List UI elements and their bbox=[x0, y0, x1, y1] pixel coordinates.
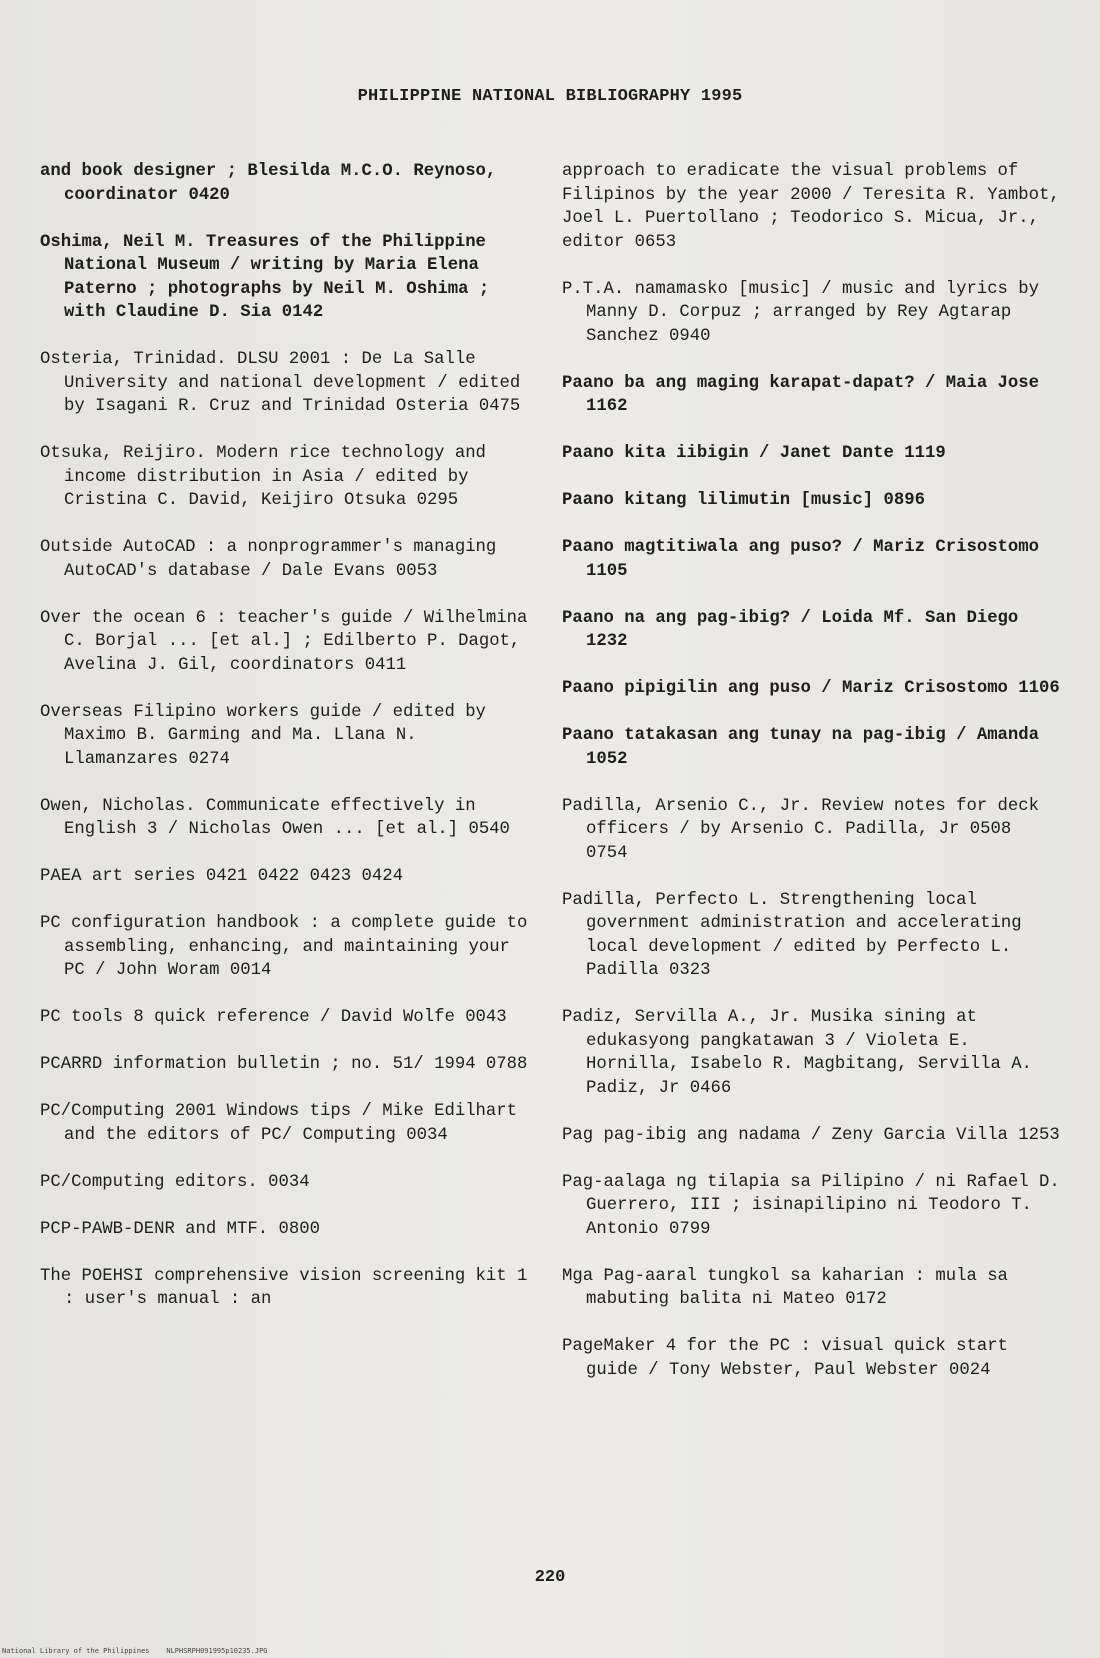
bibliography-entry: Paano magtitiwala ang puso? / Mariz Crisostomo 1105 bbox=[562, 538, 1040, 581]
bibliography-entry: Pag-aalaga ng tilapia sa Pilipino / ni Rafael D. Guerrero, III ; isinapilipino ni Teodoro T. Antonio 0799 bbox=[562, 1172, 1060, 1239]
bibliography-entry: PCARRD information bulletin ; no. 51/ 1994 0788 bbox=[40, 1055, 528, 1074]
bibliography-entry: PC/Computing editors. 0034 bbox=[40, 1172, 310, 1192]
bibliography-entry: Paano tatakasan ang tunay na pag-ibig / Amanda 1052 bbox=[562, 726, 1040, 769]
left-column bbox=[40, 160, 535, 1335]
bibliography-entry: Padilla, Arsenio C., Jr. Review notes for deck officers / by Arsenio C. Padilla, Jr 0508 0754 bbox=[562, 796, 1040, 863]
scan-footer: National Library of the Philippines NLPHSRPH091995p10235.JPG bbox=[2, 1647, 268, 1655]
bibliography-entry: Mga Pag-aaral tungkol sa kaharian : mula sa mabuting balita ni Mateo 0172 bbox=[562, 1266, 1008, 1309]
bibliography-entry: Paano pipigilin ang puso / Mariz Crisostomo 1106 bbox=[562, 679, 1060, 698]
bibliography-entry: Paano kita iibigin / Janet Dante 1119 bbox=[562, 444, 946, 463]
bibliography-entry: PageMaker 4 for the PC : visual quick start guide / Tony Webster, Paul Webster 0024 bbox=[562, 1337, 1008, 1380]
bibliography-entry: PC/Computing 2001 Windows tips / Mike Edilhart and the editors of PC/ Computing 0034 bbox=[40, 1102, 518, 1145]
page-number: 220 bbox=[534, 1568, 566, 1587]
bibliography-entry: Paano ba ang maging karapat-dapat? / Maia Jose 1162 bbox=[562, 373, 1040, 416]
bibliography-entry: Otsuka, Reijiro. Modern rice technology and income distribution in Asia / edited by Cristina C. David, Keijiro Otsuka 0295 bbox=[40, 444, 486, 510]
bibliography-entry: Paano na ang pag-ibig? / Loida Mf. San Diego 1232 bbox=[562, 608, 1019, 651]
bibliography-entry: Padilla, Perfecto L. Strengthening local government administration and accelerating local development / edited by Perfecto L. Padilla 0323 bbox=[562, 890, 1022, 980]
bibliography-entry: PC tools 8 quick reference / David Wolfe 0043 bbox=[40, 1008, 507, 1027]
bibliography-entry: Paano kitang lilimutin [music] 0896 bbox=[562, 491, 925, 510]
page-header: PHILIPPINE NATIONAL BIBLIOGRAPHY 1995 bbox=[357, 87, 743, 106]
bibliography-entry: Padiz, Servilla A., Jr. Musika sining at edukasyong pangkatawan 3 / Violeta E. Hornilla, Isabelo R. Magbitang, Servilla A. Padiz, Jr 0466 bbox=[562, 1008, 1032, 1098]
bibliography-entry: P.T.A. namamasko [music] / music and lyrics by Manny D. Corpuz ; arranged by Rey Agtarap Sanchez 0940 bbox=[562, 279, 1040, 346]
bibliography-entry: Osteria, Trinidad. DLSU 2001 : De La Salle University and national development / edited by Isagani R. Cruz and Trinidad Osteria 0475 bbox=[40, 350, 521, 416]
bibliography-entry: Over the ocean 6 : teacher's guide / Wilhelmina C. Borjal ... [et al.] ; Edilberto P. Dagot, Avelina J. Gil, coordinators 0411 bbox=[40, 608, 528, 675]
bibliography-entry: PAEA art series 0421 0422 0423 0424 bbox=[40, 867, 403, 886]
bibliography-entry: approach to eradicate the visual problems of Filipinos by the year 2000 / Teresita R. Yambot, Joel L. Puertollano ; Teodorico S. Micua, Jr., editor 0653 bbox=[562, 162, 1060, 252]
right-column bbox=[562, 160, 1062, 1406]
bibliography-entry: PC configuration handbook : a complete guide to assembling, enhancing, and maintaining your PC / John Woram 0014 bbox=[40, 914, 528, 980]
bibliography-entry: PCP-PAWB-DENR and MTF. 0800 bbox=[40, 1219, 321, 1239]
bibliography-entry: Owen, Nicholas. Communicate effectively in English 3 / Nicholas Owen ... [et al.] 0540 bbox=[40, 796, 510, 839]
bibliography-entry: The POEHSI comprehensive vision screening kit 1 : user's manual : an bbox=[40, 1266, 528, 1309]
bibliography-entry: Overseas Filipino workers guide / edited by Maximo B. Garming and Ma. Llana N. Llamanzares 0274 bbox=[40, 702, 486, 769]
bibliography-entry: Oshima, Neil M. Treasures of the Philippine National Museum / writing by Maria Elena Paterno ; photographs by Neil M. Oshima ; with Claudine D. Sia 0142 bbox=[40, 232, 490, 322]
bibliography-entry: and book designer ; Blesilda M.C.O. Reynoso, coordinator 0420 bbox=[40, 162, 497, 205]
bibliography-entry: Outside AutoCAD : a nonprogrammer's managing AutoCAD's database / Dale Evans 0053 bbox=[40, 538, 497, 581]
bibliography-entry: Pag pag-ibig ang nadama / Zeny Garcia Villa 1253 bbox=[562, 1125, 1060, 1145]
